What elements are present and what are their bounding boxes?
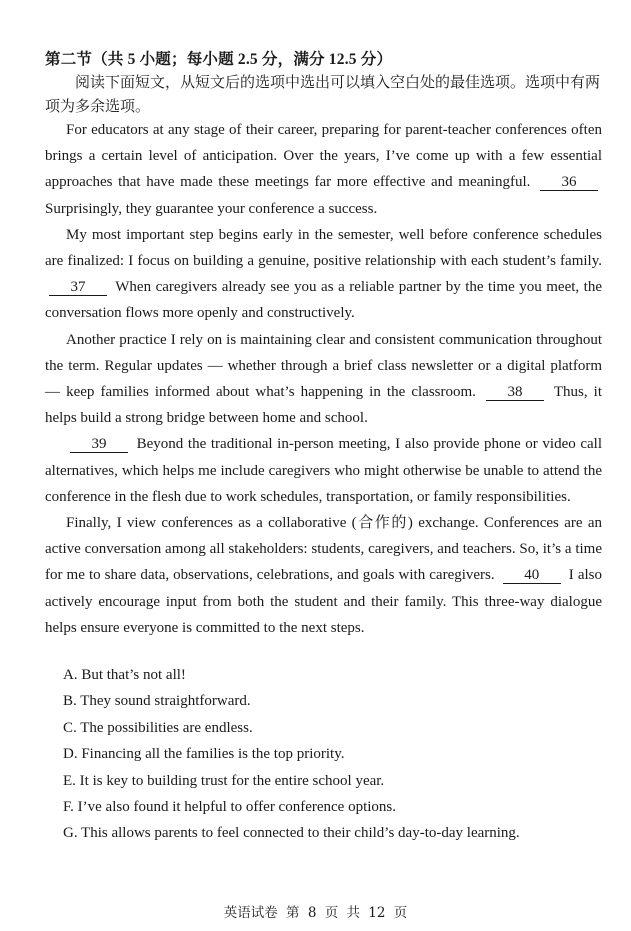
reading-passage xyxy=(45,117,602,641)
section-title: 第二节（共 5 小题；每小题 2.5 分，满分 12.5 分） xyxy=(45,51,393,68)
paragraph-text-after: Beyond the traditional in-person meeting, I also provide phone or video call alternatives, which helps me include caregivers who might otherwise be unable to attend the conference in the flesh due to work schedules, transportation, or family responsibilities. xyxy=(45,436,603,505)
blank-36: 36 xyxy=(540,175,598,191)
paragraph-text-before: Another practice I rely on is maintaining clear and consistent communication throughout the term. Regular updates — whether through a brief class newsletter or a digital platform — keep families informed about what’s happening in the classroom. xyxy=(45,331,602,401)
passage-paragraph-2 xyxy=(45,222,602,327)
blank-40: 40 xyxy=(503,568,561,584)
passage-paragraph-3 xyxy=(45,327,602,432)
paragraph-text-before: Finally, I view conferences as a collaborative (合作的) exchange. Conferences are an active conversation among all stakeholders: students, caregivers, and teachers. So, it’s a time for me to share data, observations, celebrations, and goals with caregivers. xyxy=(45,515,602,584)
option-f: F. I’ve also found it helpful to offer conference options. xyxy=(63,799,397,816)
paragraph-text-after: Thus, it helps build a strong bridge between home and school. xyxy=(45,384,603,427)
option-d: D. Financing all the families is the top priority. xyxy=(63,746,345,763)
answer-options xyxy=(63,662,520,847)
page-footer: 英语试卷 第 8 页 共 12 页 xyxy=(223,905,408,921)
paragraph-text-before: My most important step begins early in the semester, well before conference schedules are finalized: I focus on building a genuine, positive relationship with each student’s family. xyxy=(45,226,602,270)
option-a: A. But that’s not all! xyxy=(63,667,186,683)
option-b: B. They sound straightforward. xyxy=(63,693,251,710)
blank-38: 38 xyxy=(486,385,544,401)
blank-37: 37 xyxy=(49,280,107,296)
option-g: G. This allows parents to feel connected to their child’s day-to-day learning. xyxy=(63,825,520,842)
paragraph-text-after: Surprisingly, they guarantee your conference a success. xyxy=(45,200,378,217)
paragraph-text-before: For educators at any stage of their career, preparing for parent-teacher conferences often brings a certain level of anticipation. Over the years, I’ve come up with a few essential approaches that have made these meetings far more effective and meaningful. xyxy=(45,122,602,191)
blank-39: 39 xyxy=(70,437,128,453)
paragraph-text-after: I also actively encourage input from both the student and their family. This three-way dialogue helps ensure everyone is committed to the next steps. xyxy=(45,567,602,636)
passage-paragraph-1 xyxy=(45,117,602,222)
passage-paragraph-4 xyxy=(45,431,602,510)
option-e: E. It is key to building trust for the entire school year. xyxy=(63,772,385,789)
paragraph-text-after: When caregivers already see you as a reliable partner by the time you meet, the conversation flows more openly and constructively. xyxy=(45,279,602,322)
passage-paragraph-5 xyxy=(45,510,602,641)
instructions: 阅读下面短文，从短文后的选项中选出可以填入空白处的最佳选项。选项中有两项为多余选项。 xyxy=(45,75,601,115)
option-c: C. The possibilities are endless. xyxy=(63,719,253,736)
